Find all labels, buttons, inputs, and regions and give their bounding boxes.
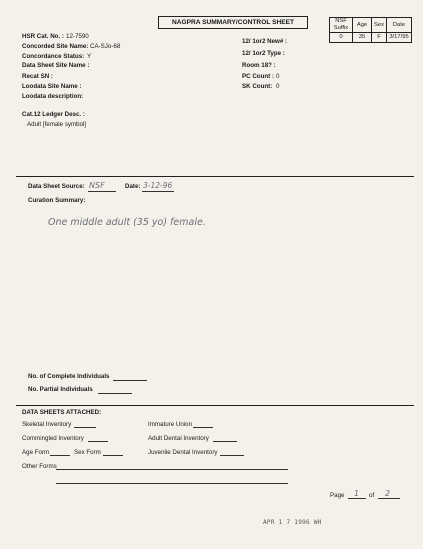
concordance-status-label: Concordance Status: [22, 53, 85, 60]
loodata-site-label: Loodata Site Name : [22, 83, 82, 90]
nsf-suffix-header: NSF Suffix [330, 18, 353, 33]
concorded-site-label: Concorded Site Name: [22, 43, 89, 50]
nsf-table-header-row [330, 18, 412, 33]
date-header: Date [387, 18, 412, 33]
nsf-table [329, 17, 412, 43]
data-sheets-attached-heading: DATA SHEETS ATTACHED: [22, 409, 102, 416]
partial-individuals-label: No. Partial Individuals [28, 386, 93, 393]
date-handwritten-value: 3-12-96 [143, 181, 173, 190]
sheet-title: NAGPRA SUMMARY/CONTROL SHEET [158, 16, 308, 29]
skeletal-inventory-label: Skeletal Inventory [22, 421, 72, 428]
pc-count-label: PC Count : [242, 73, 274, 80]
date-value: 3/17/95 [387, 33, 412, 43]
skeletal-inventory-line [74, 427, 96, 428]
other-forms-label: Other Forms [22, 463, 57, 470]
data-sheet-source-label: Data Sheet Source: [28, 183, 85, 190]
age-form-label: Age Form [22, 449, 50, 456]
date-label: Date: [125, 183, 141, 190]
curation-summary-text: One middle adult (35 yo) female. [48, 217, 206, 228]
cat12-ledger-value: Adult [female symbol] [27, 121, 87, 128]
pc-count-value: 0 [276, 73, 280, 80]
loodata-description-label: Loodata description: [22, 93, 84, 100]
recat-sn-label: Recat SN : [22, 73, 53, 80]
other-forms-line-2 [56, 483, 288, 484]
source-underline [88, 191, 116, 192]
new-number-label: 12/ 1or2 New# : [242, 38, 288, 45]
complete-individuals-label: No. of Complete Individuals [28, 373, 110, 380]
sex-header: Sex [372, 18, 387, 33]
age-form-line [50, 455, 70, 456]
nsf-suffix-value: 0 [330, 33, 353, 43]
commingled-inventory-line [88, 441, 108, 442]
immature-union-line [193, 427, 213, 428]
sex-form-line [103, 455, 123, 456]
age-value: 35 [353, 33, 372, 43]
page-value-line [348, 498, 366, 499]
complete-individuals-line [113, 380, 147, 381]
sex-form-label: Sex Form [74, 449, 101, 456]
date-underline [142, 191, 174, 192]
juvenile-dental-inventory-line [220, 455, 244, 456]
concordance-status-value: Y [87, 53, 92, 60]
type-label: 12/ 1or2 Type : [242, 50, 285, 57]
other-forms-line-1 [56, 469, 288, 470]
page-value: 1 [354, 489, 360, 498]
of-value-line [378, 498, 400, 499]
hsr-cat-value: 12-7590 [66, 33, 89, 40]
concorded-site-value: CA-SJo-68 [90, 43, 121, 50]
curation-summary-label: Curation Summary: [28, 197, 86, 204]
age-header: Age [353, 18, 372, 33]
adult-dental-inventory-label: Adult Dental Inventory [148, 435, 209, 442]
nsf-table-value-row [330, 33, 412, 43]
received-date-stamp: APR 1 7 1996 WH [263, 519, 322, 526]
hsr-cat-label: HSR Cat. No. : [22, 33, 64, 40]
partial-individuals-line [98, 393, 132, 394]
section-divider-bottom [16, 405, 414, 406]
juvenile-dental-inventory-label: Juvenile Dental Inventory [148, 449, 218, 456]
of-label: of [369, 492, 375, 499]
data-sheet-site-label: Data Sheet Site Name : [22, 62, 90, 69]
sk-count-label: SK Count: [242, 83, 273, 90]
immature-union-label: Immature Union [148, 421, 193, 428]
sex-value: F [372, 33, 387, 43]
page-label: Page [330, 492, 345, 499]
of-value: 2 [385, 489, 391, 498]
section-divider-top [16, 176, 414, 177]
room-18-label: Room 18? : [242, 62, 276, 69]
adult-dental-inventory-line [213, 441, 237, 442]
commingled-inventory-label: Commingled Inventory [22, 435, 84, 442]
cat12-ledger-label: Cat.12 Ledger Desc. : [22, 111, 85, 118]
data-sheet-source-value: NSF [89, 181, 105, 190]
sk-count-value: 0 [276, 83, 280, 90]
